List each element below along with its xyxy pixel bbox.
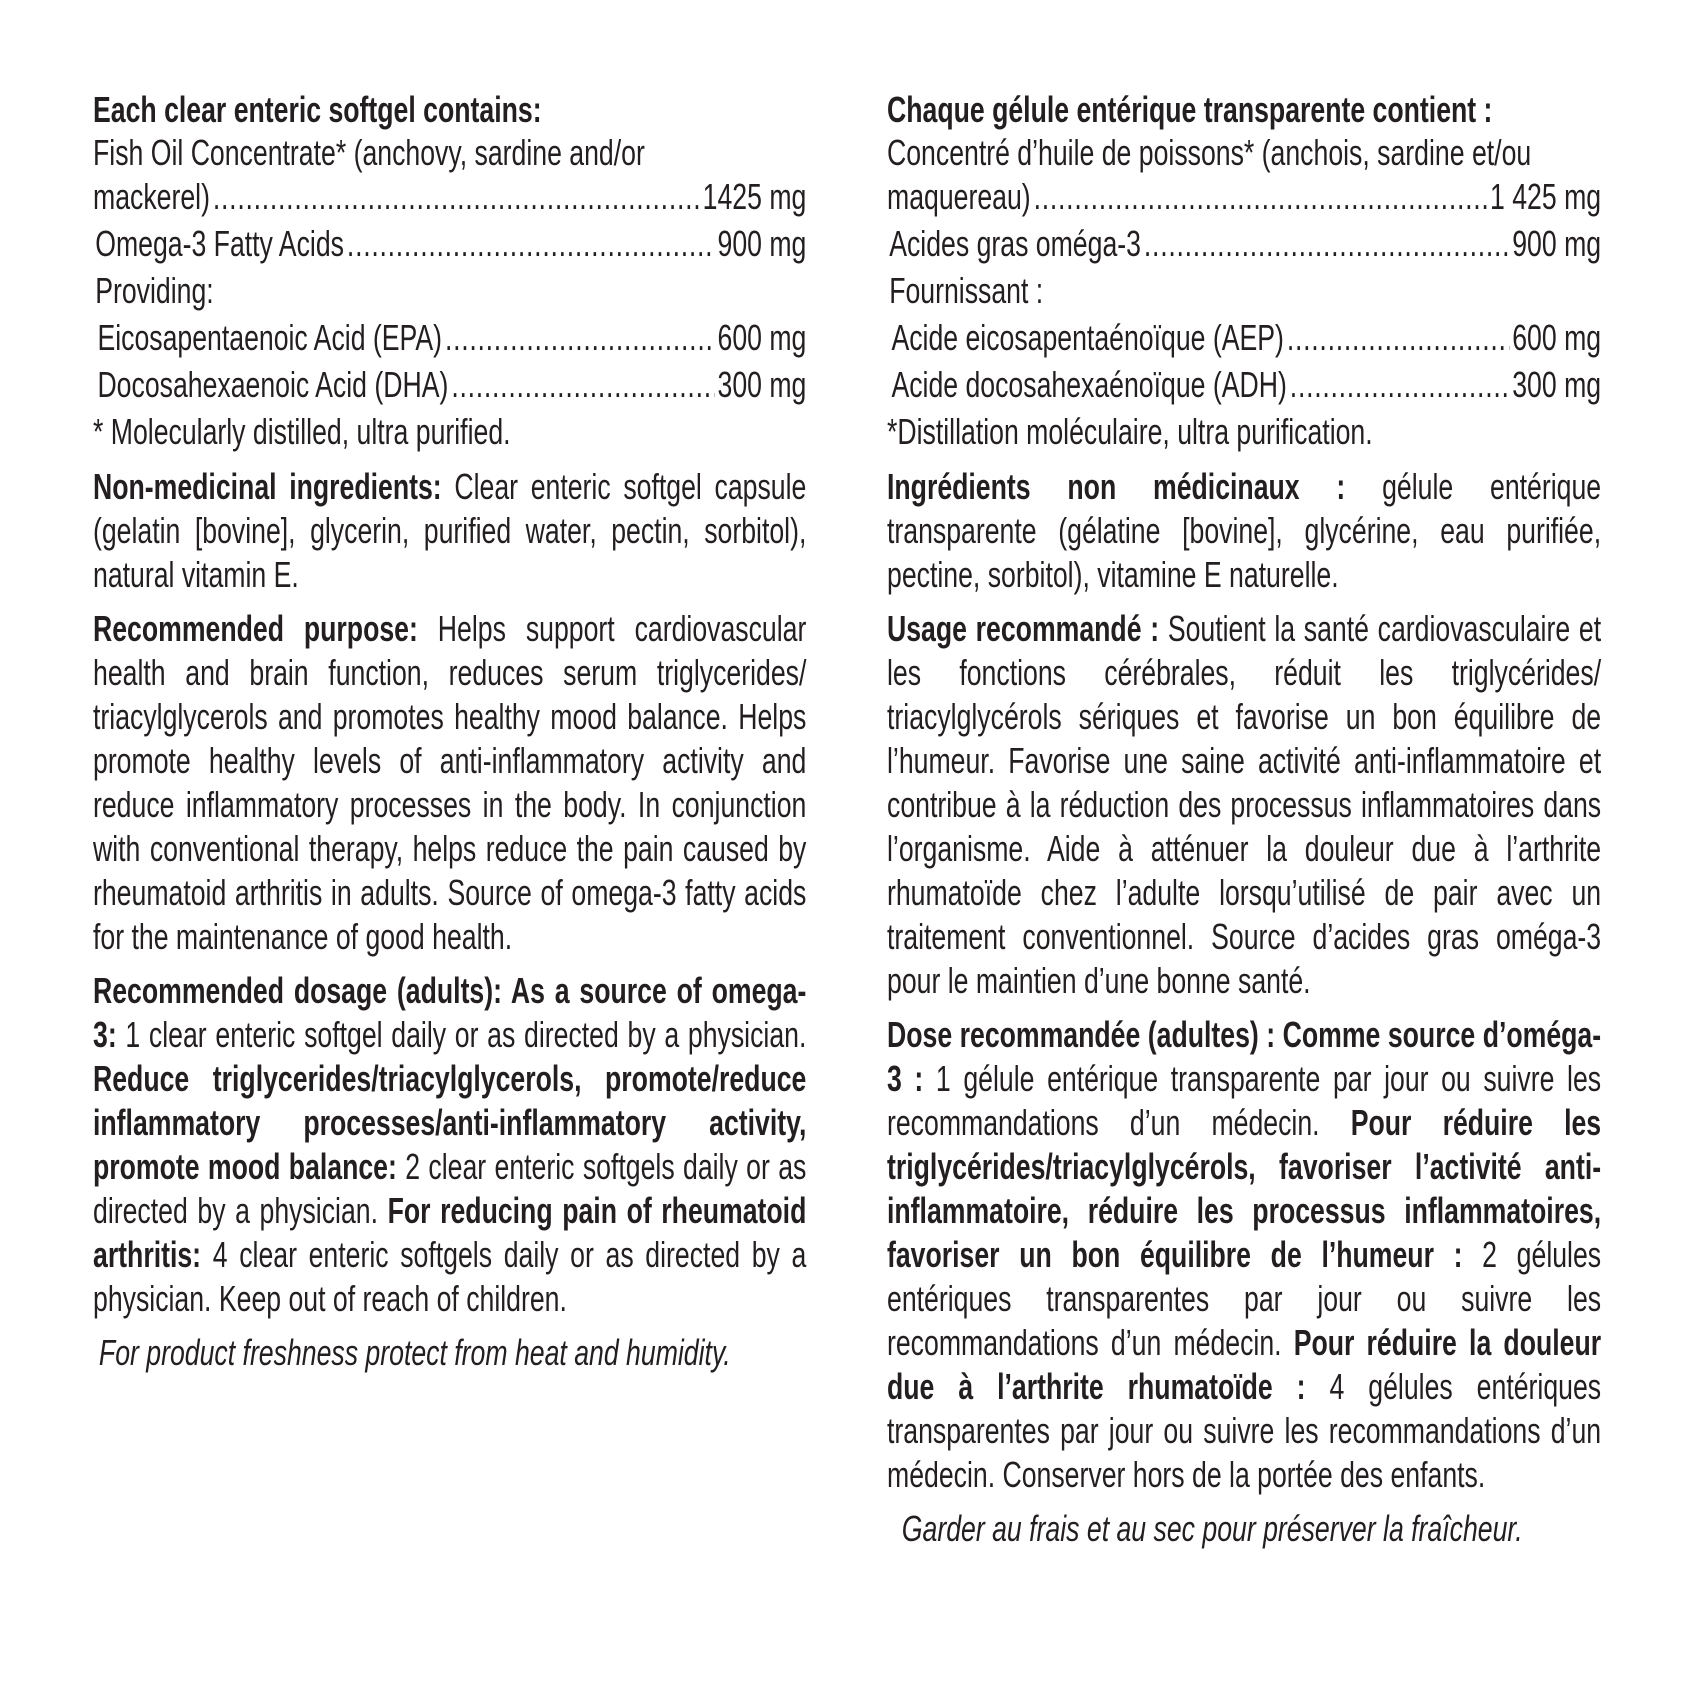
non-medicinal-label: Non-medicinal ingredients:: [93, 466, 442, 507]
dot-leader: [1034, 173, 1487, 220]
purpose-label: Usage recommandé :: [887, 608, 1160, 649]
dot-leader: [445, 314, 715, 361]
dot-leader: [1144, 220, 1509, 267]
dha-name: Docosahexaenoic Acid (DHA): [97, 364, 449, 405]
dot-leader: [1287, 314, 1509, 361]
fish-oil-name: mackerel): [93, 176, 210, 217]
recommended-dosage: [887, 1013, 1601, 1497]
epa-amount: 600 mg: [717, 317, 807, 358]
ingredients-heading: Each clear enteric softgel contains:: [93, 89, 542, 130]
dosage-label-2: Reduce triglycerides/triacylglycerols, promote/reduce inflammatory processes/anti-inflammatory activity, promote mood balance:: [93, 1058, 807, 1187]
epa-name: Eicosapentaenoic Acid (EPA): [97, 317, 442, 358]
dosage-text-1: 1 gélule entérique transparente par jour ou suivre les recommandations d’un médecin.: [887, 1058, 1602, 1143]
dot-leader: [1290, 361, 1509, 408]
providing-label: Fournissant :: [889, 270, 1044, 311]
storage-note: Garder au frais et au sec pour préserver la fraîcheur.: [901, 1508, 1523, 1549]
omega3-row: [93, 220, 806, 267]
french-column: [887, 88, 1601, 1551]
omega3-amount: 900 mg: [1512, 223, 1602, 264]
ingredients-heading: Chaque gélule entérique transparente contient :: [887, 89, 1493, 130]
omega3-row: [887, 220, 1601, 267]
dosage-text-3: 4 gélules entériques transparentes par jour ou suivre les recommandations d’un médecin. Conserver hors de la portée des enfants.: [887, 1366, 1602, 1495]
recommended-purpose: [93, 607, 806, 959]
non-medicinal-ingredients: [887, 465, 1601, 597]
fish-oil-row: [887, 173, 1601, 220]
dha-row: [887, 361, 1601, 408]
dosage-text-2: 2 clear enteric softgels daily or as directed by a physician.: [93, 1146, 807, 1231]
dha-amount: 300 mg: [717, 364, 807, 405]
dha-amount: 300 mg: [1512, 364, 1602, 405]
footnote: *Distillation moléculaire, ultra purification.: [887, 411, 1373, 452]
omega3-name: Omega-3 Fatty Acids: [95, 223, 344, 264]
dosage-text-1: 1 clear enteric softgel daily or as directed by a physician.: [116, 1014, 807, 1055]
fish-oil-line1: Fish Oil Concentrate* (anchovy, sardine and/or: [93, 132, 645, 173]
dosage-label: Recommended dosage (adults): As a source of omega-3:: [93, 970, 807, 1055]
non-medicinal-text: Clear enteric softgel capsule (gelatin [bovine], glycerin, purified water, pectin, sorbitol), natural vitamin E.: [93, 466, 807, 595]
dot-leader: [347, 220, 715, 267]
dha-name: Acide docosahexaénoïque (ADH): [891, 364, 1287, 405]
omega3-name: Acides gras oméga-3: [889, 223, 1141, 264]
fish-oil-amount: 1 425 mg: [1490, 176, 1602, 217]
recommended-dosage: [93, 969, 806, 1321]
footnote: * Molecularly distilled, ultra purified.: [93, 411, 511, 452]
purpose-label: Recommended purpose:: [93, 608, 418, 649]
epa-amount: 600 mg: [1512, 317, 1602, 358]
dot-leader: [213, 173, 700, 220]
fish-oil-name: maquereau): [887, 176, 1031, 217]
epa-name: Acide eicosapentaénoïque (AEP): [891, 317, 1284, 358]
dosage-text-2: 2 gélules entériques transparentes par jour ou suivre les recommandations d’un médecin.: [887, 1234, 1602, 1363]
dosage-text-3: 4 clear enteric softgels daily or as directed by a physician. Keep out of reach of children.: [93, 1234, 807, 1319]
epa-row: [887, 314, 1601, 361]
epa-row: [93, 314, 806, 361]
dosage-label-3: For reducing pain of rheumatoid arthritis:: [93, 1190, 807, 1275]
english-column: [93, 88, 806, 1375]
storage-note: For product freshness protect from heat and humidity.: [98, 1332, 731, 1373]
dosage-label: Dose recommandée (adultes) : Comme source d’oméga-3 :: [887, 1014, 1602, 1099]
fish-oil-line1: Concentré d’huile de poissons* (anchois, sardine et/ou: [887, 132, 1532, 173]
dha-row: [93, 361, 806, 408]
fish-oil-amount: 1425 mg: [702, 176, 807, 217]
purpose-text: Helps support cardiovascular health and brain function, reduces serum triglycerides/ triacylglycerols and promotes healthy mood balance. Helps promote healthy levels of anti-inflammatory activity and reduce inflammatory processes in the body. In conjunction with conventional therapy, helps reduce the pain caused by rheumatoid arthritis in adults. Source of omega-3 fatty acids for the maintenance of good health.: [93, 608, 807, 957]
fish-oil-row: [93, 173, 806, 220]
non-medicinal-label: Ingrédients non médicinaux :: [887, 466, 1346, 507]
purpose-text: Soutient la santé cardiovasculaire et les fonctions cérébrales, réduit les triglycérides/ triacylglycérols sériques et favorise un bon équilibre de l’humeur. Favorise une saine activité anti-inflammatoire et contribue à la réduction des processus inflammatoires dans l’organisme. Aide à atténuer la douleur due à l’arthrite rhumatoïde chez l’adulte lorsqu’utilisé de pair avec un traitement conventionnel. Source d’acides gras oméga-3 pour le maintien d’une bonne santé.: [887, 608, 1602, 1001]
omega3-amount: 900 mg: [717, 223, 807, 264]
dot-leader: [451, 361, 714, 408]
providing-label: Providing:: [95, 270, 214, 311]
dosage-label-2: Pour réduire les triglycérides/triacylglycérols, favoriser l’activité anti-inflammatoire, réduire les processus inflammatoires, favoriser un bon équilibre de l’humeur :: [887, 1102, 1602, 1275]
non-medicinal-text: gélule entérique transparente (gélatine [bovine], glycérine, eau purifiée, pectine, sorbitol), vitamine E naturelle.: [887, 466, 1602, 595]
recommended-purpose: [887, 607, 1601, 1003]
non-medicinal-ingredients: [93, 465, 806, 597]
dosage-label-3: Pour réduire la douleur due à l’arthrite rhumatoïde :: [887, 1322, 1602, 1407]
